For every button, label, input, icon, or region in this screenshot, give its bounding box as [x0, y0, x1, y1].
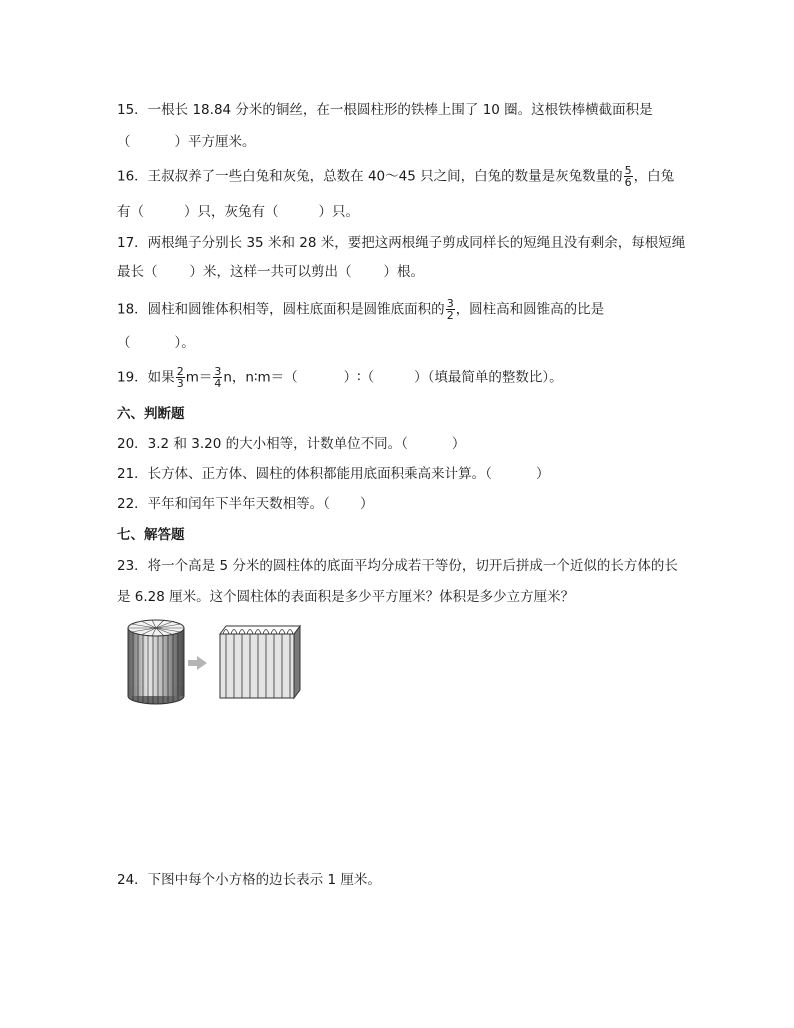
q16-line2: [117, 202, 359, 222]
bracket-close: ）: [535, 466, 550, 482]
fraction-numerator: 3: [214, 365, 222, 378]
q17-text: ）米，这样一共可以剪出（: [189, 264, 352, 280]
q16-text: 16．王叔叔养了一些白兔和灰兔，总数在 40～45 只之间，白兔的数量是灰兔数量的: [117, 168, 623, 185]
q24-line: 24．下图中每个小方格的边长表示 1 厘米。: [117, 872, 381, 888]
q20-line: [117, 434, 465, 454]
q16-text: 有（: [117, 204, 144, 220]
fraction: [446, 298, 455, 321]
q19-text: n，n∶m＝（: [223, 369, 298, 386]
q21-line: [117, 464, 549, 484]
q22-text: 22．平年和闰年下半年天数相等。（: [117, 496, 330, 512]
bracket-close: ）: [359, 496, 374, 512]
q16-text: ）只，灰兔有（: [184, 204, 279, 220]
cylinder-to-cuboid-figure: [120, 616, 310, 710]
section-heading: 七、解答题: [117, 527, 185, 543]
q17-line1: 17．两根绳子分别长 35 米和 28 米，要把这两根绳子剪成同样长的短绳且没有剩余，每根短绳: [117, 235, 686, 251]
fraction-numerator: 5: [624, 164, 632, 177]
q18-text-end: ，圆柱高和圆锥高的比是: [455, 301, 605, 318]
q18-line2: [117, 333, 195, 353]
q17-line2: [117, 262, 424, 282]
q15-line1: 15．一根长 18.84 分米的铜丝，在一根圆柱形的铁棒上围了 10 圈。这根铁棒横截面积是: [117, 102, 653, 118]
fraction: [213, 366, 222, 389]
fraction: [176, 366, 185, 389]
fraction-denominator: 2: [446, 309, 454, 322]
fraction: [624, 165, 633, 188]
q16-text-end: ，白兔: [633, 168, 675, 185]
q18-line1: [117, 298, 604, 321]
q19-text: ）（填最简单的整数比）。: [414, 369, 563, 386]
cylinder: [128, 620, 184, 704]
fraction-numerator: 3: [446, 297, 454, 310]
q20-text: 20．3.2 和 3.20 的大小相等，计数单位不同。（: [117, 436, 408, 452]
fraction-denominator: 3: [176, 377, 184, 390]
bracket-close: ）: [451, 436, 466, 452]
arrow-right-icon: [188, 656, 207, 670]
fraction-denominator: 4: [214, 377, 222, 390]
q16-line1: [117, 165, 674, 188]
q23-line1: 23．将一个高是 5 分米的圆柱体的底面平均分成若干等份，切开后拼成一个近似的长方体的长: [117, 558, 678, 574]
fraction-numerator: 2: [176, 365, 184, 378]
q23-line2: 是 6.28 厘米。这个圆柱体的表面积是多少平方厘米？体积是多少立方厘米？: [117, 589, 575, 605]
q19-text: ）∶（: [343, 369, 375, 386]
q16-text: ）只。: [318, 204, 359, 220]
bracket-open: （: [117, 134, 131, 150]
q19-line: [117, 366, 563, 389]
q21-text: 21．长方体、正方体、圆柱的体积都能用底面积乘高来计算。（: [117, 466, 492, 482]
q15-unit: ）平方厘米。: [174, 134, 256, 150]
q17-text: 最长（: [117, 264, 158, 280]
section-heading: 六、判断题: [117, 406, 185, 422]
bracket-open: （: [117, 335, 131, 351]
q18-text: 18．圆柱和圆锥体积相等，圆柱底面积是圆锥底面积的: [117, 301, 445, 318]
q22-line: [117, 494, 373, 514]
bracket-close: ）。: [174, 335, 195, 351]
q17-text: ）根。: [383, 264, 424, 280]
fraction-denominator: 6: [624, 176, 632, 189]
cuboid: [220, 626, 300, 698]
q19-text: 19．如果: [117, 369, 175, 386]
q15-line2: [117, 132, 256, 152]
q19-text: m＝: [185, 369, 213, 386]
